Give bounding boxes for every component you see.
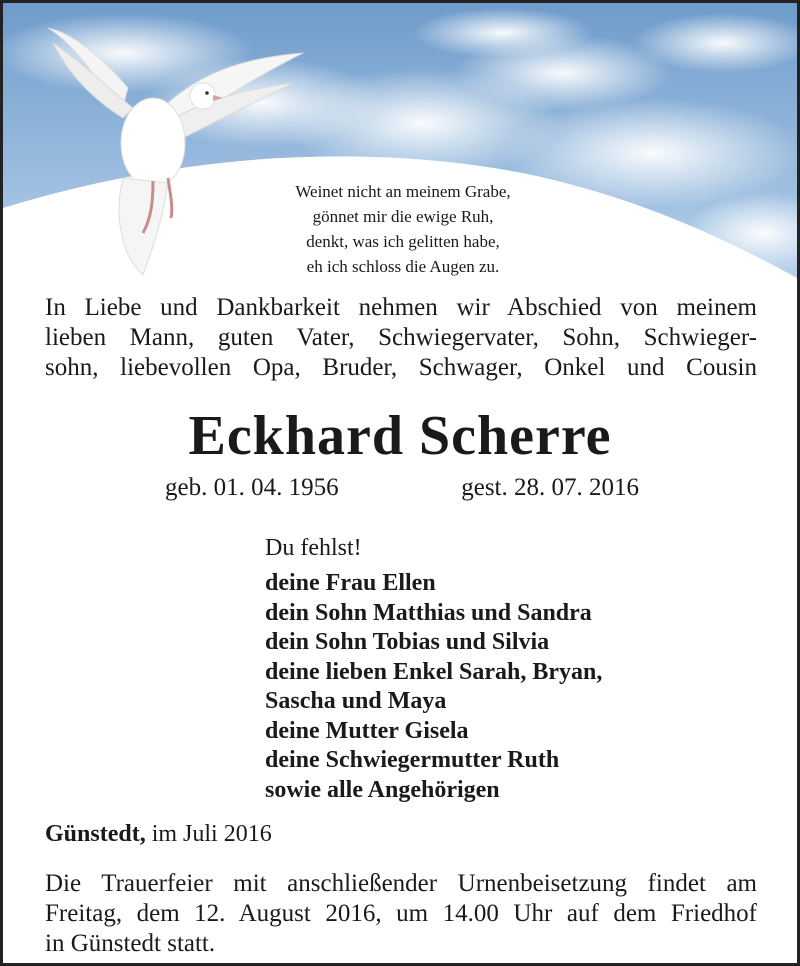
deceased-name: Eckhard Scherre [188, 405, 612, 467]
poem-line: denkt, was ich gelitten habe, [306, 232, 500, 251]
family-member: deine lieben Enkel Sarah, Bryan, [265, 658, 603, 685]
place-date-line [45, 819, 272, 849]
family-member: deine Schwiegermutter Ruth [265, 747, 560, 773]
place-town: Günstedt, [45, 821, 146, 847]
family-member: deine Frau Ellen [265, 570, 436, 596]
family-member: sowie alle Angehörigen [265, 776, 500, 803]
service-line: Freitag, dem 12. August 2016, um 14.00 Uhr auf dem Friedhof [45, 900, 757, 927]
service-line: Die Trauerfeier mit anschließender Urnenbeisetzung findet am [45, 870, 757, 897]
intro-line: In Liebe und Dankbarkeit nehmen wir Abschied von meinem [45, 294, 757, 321]
service-info [45, 869, 757, 959]
missing-text: Du fehlst! [265, 535, 362, 561]
family-member: Sascha und Maya [265, 688, 447, 714]
family-member: deine Mutter Gisela [265, 717, 469, 744]
service-line: in Günstedt statt. [45, 930, 216, 957]
life-dates [165, 473, 639, 503]
birth-date: geb. 01. 04. 1956 [165, 474, 339, 501]
intro-line: sohn, liebevollen Opa, Bruder, Schwager, Onkel und Cousin [45, 354, 757, 381]
intro-line: lieben Mann, guten Vater, Schwiegervater, Sohn, Schwieger- [45, 324, 757, 351]
poem [183, 179, 623, 279]
family-list [265, 569, 602, 805]
poem-line: Weinet nicht an meinem Grabe, [295, 182, 511, 201]
poem-line: gönnet mir die ewige Ruh, [312, 207, 494, 226]
family-member: dein Sohn Tobias und Silvia [265, 629, 550, 655]
place-date: im Juli 2016 [145, 821, 272, 847]
family-member: dein Sohn Matthias und Sandra [265, 599, 592, 626]
intro-text [45, 293, 757, 383]
death-date: gest. 28. 07. 2016 [461, 474, 639, 501]
poem-line: eh ich schloss die Augen zu. [306, 257, 500, 276]
